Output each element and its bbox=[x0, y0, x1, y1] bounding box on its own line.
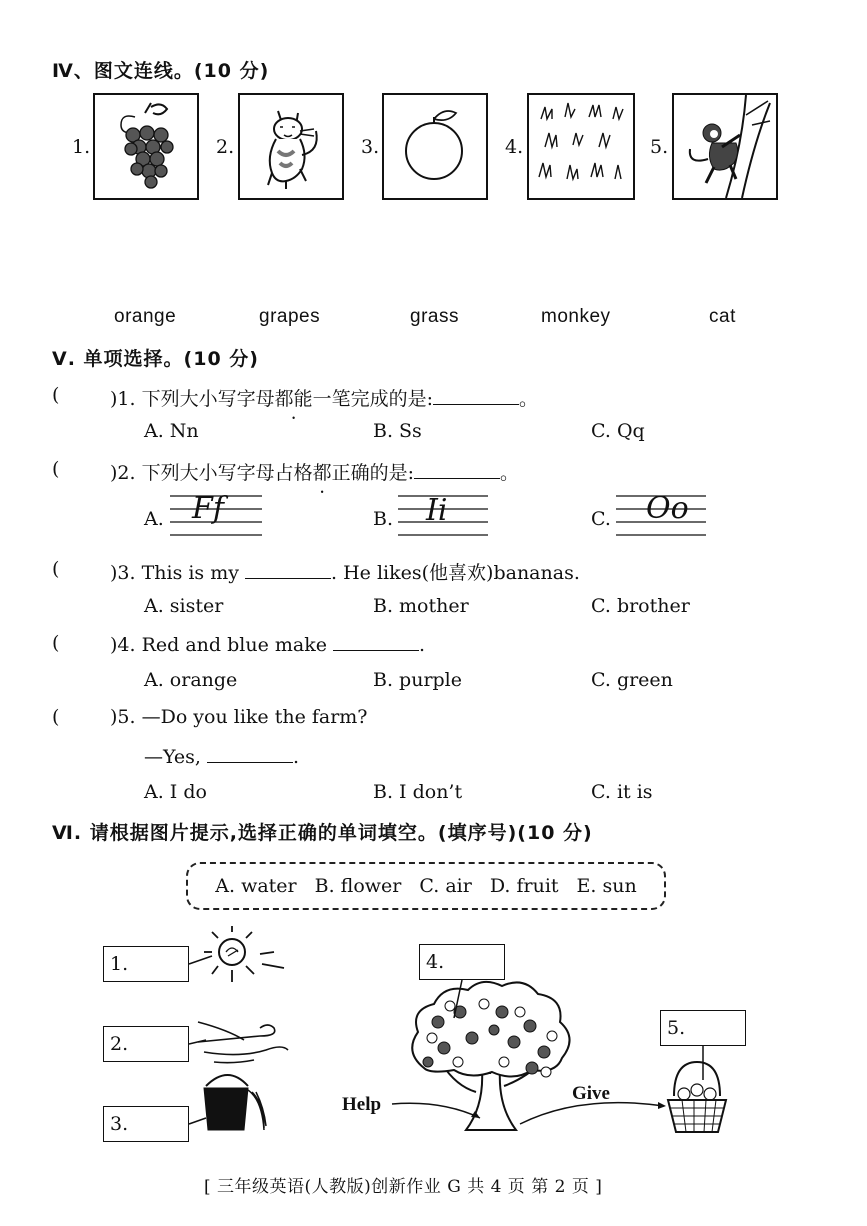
section-4-title: Ⅳ、图文连线。(10 分) bbox=[52, 60, 270, 82]
question-2-text-post: 正确的是: bbox=[331, 462, 415, 484]
word-grass: grass bbox=[410, 306, 459, 327]
fill-box-5-number: 5. bbox=[667, 1017, 686, 1039]
question-3-text-pre: )3. This is my bbox=[110, 562, 239, 584]
q2-option-a: A. bbox=[144, 508, 164, 530]
answer-paren-1: ( bbox=[52, 384, 60, 406]
q3-option-c: C. brother bbox=[591, 595, 690, 617]
answer-paren-2: ( bbox=[52, 458, 60, 480]
answer-paren-5: ( bbox=[52, 706, 60, 728]
word-bank-item-fruit: D. fruit bbox=[489, 875, 559, 897]
q2-option-b: B. bbox=[373, 508, 394, 530]
letters-ff: Ff bbox=[192, 491, 224, 526]
q3-option-b: B. mother bbox=[373, 595, 469, 617]
word-bank-item-sun: E. sun bbox=[576, 875, 637, 897]
fill-box-4-number: 4. bbox=[426, 951, 445, 973]
q2-option-c: C. bbox=[591, 508, 611, 530]
q5-option-b: B. I don’t bbox=[373, 781, 463, 803]
q1-option-b: B. Ss bbox=[373, 420, 422, 442]
question-5-text-pre: —Yes, bbox=[144, 746, 201, 768]
q5-option-a: A. I do bbox=[144, 781, 207, 803]
question-5-text-post: . bbox=[292, 746, 300, 768]
question-4-text-pre: )4. Red and blue make bbox=[110, 634, 327, 656]
word-monkey: monkey bbox=[541, 306, 611, 327]
question-3-text-post: . He likes(他喜欢)bananas. bbox=[331, 562, 580, 584]
letters-ii: Ii bbox=[426, 493, 448, 528]
question-1-end: 。 bbox=[519, 388, 539, 410]
help-label: Help bbox=[342, 1094, 382, 1115]
question-1-emphasis: 都能 bbox=[274, 388, 313, 410]
question-2-text-pre: )2. 下列大小写字母占格 bbox=[110, 462, 313, 484]
q5-option-c: C. it is bbox=[591, 781, 653, 803]
word-bank-item-water: A. water bbox=[215, 875, 297, 897]
question-1-text-pre: )1. 下列大小写字母 bbox=[110, 388, 275, 410]
fill-box-3-number: 3. bbox=[110, 1113, 129, 1135]
word-bank-item-air: C. air bbox=[419, 875, 472, 897]
section-5-title: Ⅴ. 单项选择。(10 分) bbox=[52, 348, 259, 370]
question-2-end: 。 bbox=[500, 462, 520, 484]
question-5-line-1: )5. —Do you like the farm? bbox=[110, 706, 368, 728]
q4-option-c: C. green bbox=[591, 669, 673, 691]
fill-box-2-number: 2. bbox=[110, 1033, 129, 1055]
word-orange: orange bbox=[114, 306, 177, 327]
question-2-emphasis: 都 bbox=[312, 462, 332, 484]
word-cat: cat bbox=[709, 306, 736, 327]
q1-option-c: C. Qq bbox=[591, 420, 645, 442]
q4-option-a: A. orange bbox=[144, 669, 238, 691]
picture-number-1: 1. bbox=[72, 136, 91, 158]
picture-number-2: 2. bbox=[216, 136, 235, 158]
fill-box-1-number: 1. bbox=[110, 953, 129, 975]
answer-paren-4: ( bbox=[52, 632, 60, 654]
letters-oo: Oo bbox=[646, 491, 689, 526]
q3-option-a: A. sister bbox=[144, 595, 224, 617]
section-6-title: Ⅵ. 请根据图片提示,选择正确的单词填空。(填序号)(10 分) bbox=[52, 822, 593, 844]
page-footer: [ 三年级英语(人教版)创新作业 G 共 4 页 第 2 页 ] bbox=[204, 1177, 603, 1197]
give-label: Give bbox=[572, 1083, 610, 1104]
picture-number-3: 3. bbox=[361, 136, 380, 158]
picture-number-5: 5. bbox=[650, 136, 669, 158]
question-4-text-post: . bbox=[419, 634, 426, 656]
picture-number-4: 4. bbox=[505, 136, 524, 158]
question-1-text-post: 一笔完成的是: bbox=[312, 388, 434, 410]
word-grapes: grapes bbox=[259, 306, 321, 327]
answer-paren-3: ( bbox=[52, 558, 60, 580]
word-bank-item-flower: B. flower bbox=[314, 875, 402, 897]
q4-option-b: B. purple bbox=[373, 669, 463, 691]
q1-option-a: A. Nn bbox=[144, 420, 199, 442]
